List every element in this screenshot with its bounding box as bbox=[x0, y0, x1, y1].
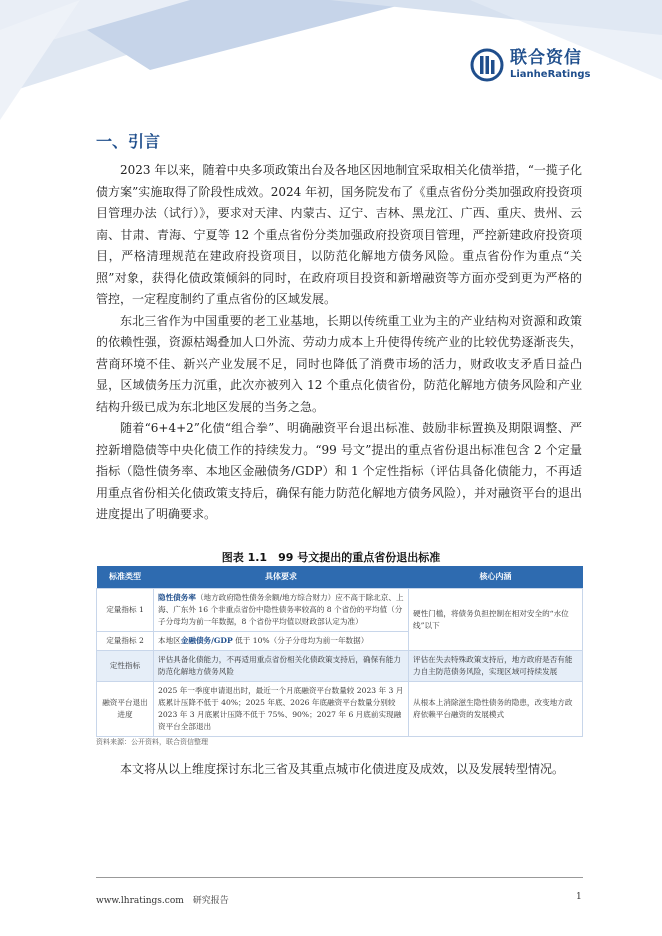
logo-name-cn: 联合资信 bbox=[510, 48, 582, 68]
logo-name-en: LianheRatings bbox=[510, 69, 591, 80]
table-row bbox=[97, 589, 583, 632]
requirement-text: （地方政府隐性债务余额/地方综合财力）应不高于除北京、上海、广东外 16 个非重点省份中隐性债务率较高的 8 个省份的平均值（分子分母均为前一年数据，8 个省份平均值以财政部认定为准） bbox=[158, 593, 404, 626]
page-number: 1 bbox=[576, 892, 582, 902]
table-row bbox=[97, 682, 583, 737]
paragraph-1: 2023 年以来，随着中央多项政策出台及各地区因地制宜采取相关化债举措，“一揽子化债方案”实施取得了阶段性成效。2024 年初，国务院发布了《重点省份分类加强政府投资项目管理办法（试行）》，要求对天津、内蒙古、辽宁、吉林、黑龙江、广西、重庆、贵州、云南、甘肃、青海、宁夏等 12 个重点省份分类加强政府投资项目管理，严控新建政府投资项目，严格清理规范在建政府投资项目，以防范化解地方债务风险。重点省份作为重点“关照”对象，获得化债政策倾斜的同时，在政府项目投资和新增融资等方面亦受到更为严格的管控，一定程度制约了重点省份的区域发展。 bbox=[96, 163, 582, 306]
closing-paragraph: 本文将从以上维度探讨东北三省及其重点城市化债进度及成效，以及发展转型情况。 bbox=[120, 762, 565, 776]
header-type: 标准类型 bbox=[97, 566, 154, 589]
table-source: 资料来源：公开资料，联合资信整理 bbox=[96, 738, 208, 746]
header-requirement: 具体要求 bbox=[154, 566, 409, 589]
header-core: 核心内涵 bbox=[409, 566, 583, 589]
table-row bbox=[97, 651, 583, 682]
row-requirement: 2025 年一季度申请退出时，最近一个月底融资平台数量较 2023 年 3 月底累计压降不低于 40%；2025 年底、2026 年底融资平台数量分别较 2023 年 3 月底累计压降不低于 75%、90%；2027 年 6 月底前实现融资平台全部退出 bbox=[154, 682, 409, 737]
company-logo bbox=[470, 48, 590, 82]
body-text bbox=[96, 160, 582, 526]
keyword: 金融债务/GDP bbox=[180, 636, 233, 645]
keyword: 隐性债务率 bbox=[158, 593, 196, 602]
row-requirement bbox=[154, 589, 409, 632]
row-core-merged: 硬性门槛，将债务负担控制在相对安全的“水位线”以下 bbox=[409, 589, 583, 651]
footer-divider bbox=[96, 877, 583, 878]
paragraph-3: 随着“6+4+2”化债“组合拳”、明确融资平台退出标准、鼓励非标置换及期限调整、严控新增隐债等中央化债工作的持续发力。“99 号文”提出的重点省份退出标准包含 2 个定量指标（隐性债务率、本地区金融债务/GDP）和 1 个定性指标（评估具备化债能力，不再适用重点省份相关化债政策支持后，确保有能力防范化解地方债务风险），并对融资平台的退出进度提出了明确要求。 bbox=[96, 421, 583, 521]
row-type: 定性指标 bbox=[97, 651, 154, 682]
table-title: 图表 1.1 99 号文提出的重点省份退出标准 bbox=[221, 551, 441, 564]
requirement-prefix: 本地区 bbox=[158, 636, 181, 645]
requirement-text: 低于 10%（分子分母均为前一年数据） bbox=[232, 636, 369, 645]
footer-site: www.lhratings.com 研究报告 bbox=[96, 896, 229, 906]
section-title: 一、引言 bbox=[96, 132, 161, 151]
row-core: 评估在失去特殊政策支持后，地方政府是否有能力自主防范债务风险，实现区域可持续发展 bbox=[409, 651, 583, 682]
table-header-row bbox=[97, 566, 583, 589]
row-requirement bbox=[154, 632, 409, 651]
row-type: 定量指标 1 bbox=[97, 589, 154, 632]
exit-standard-table bbox=[96, 566, 583, 737]
row-requirement: 评估具备化债能力，不再适用重点省份相关化债政策支持后，确保有能力防范化解地方债务风险 bbox=[154, 651, 409, 682]
row-core: 从根本上消除滋生隐性债务的隐患，改变地方政府依赖平台融资的发展模式 bbox=[409, 682, 583, 737]
row-type: 融资平台退出进度 bbox=[97, 682, 154, 737]
paragraph-2: 东北三省作为中国重要的老工业基地，长期以传统重工业为主的产业结构对资源和政策的依赖性强，资源枯竭叠加人口外流、劳动力成本上升使得传统产业的比较优势逐渐丧失，营商环境不佳、新兴产业发展不足，同时也降低了消费市场的活力，财政收支矛盾日益凸显，区域债务压力沉重，此次亦被列入 12 个重点化债省份，防范化解地方债务风险和产业结构升级已成为东北地区发展的当务之急。 bbox=[96, 313, 582, 414]
lianhe-logo-icon bbox=[470, 48, 504, 82]
row-type: 定量指标 2 bbox=[97, 632, 154, 651]
